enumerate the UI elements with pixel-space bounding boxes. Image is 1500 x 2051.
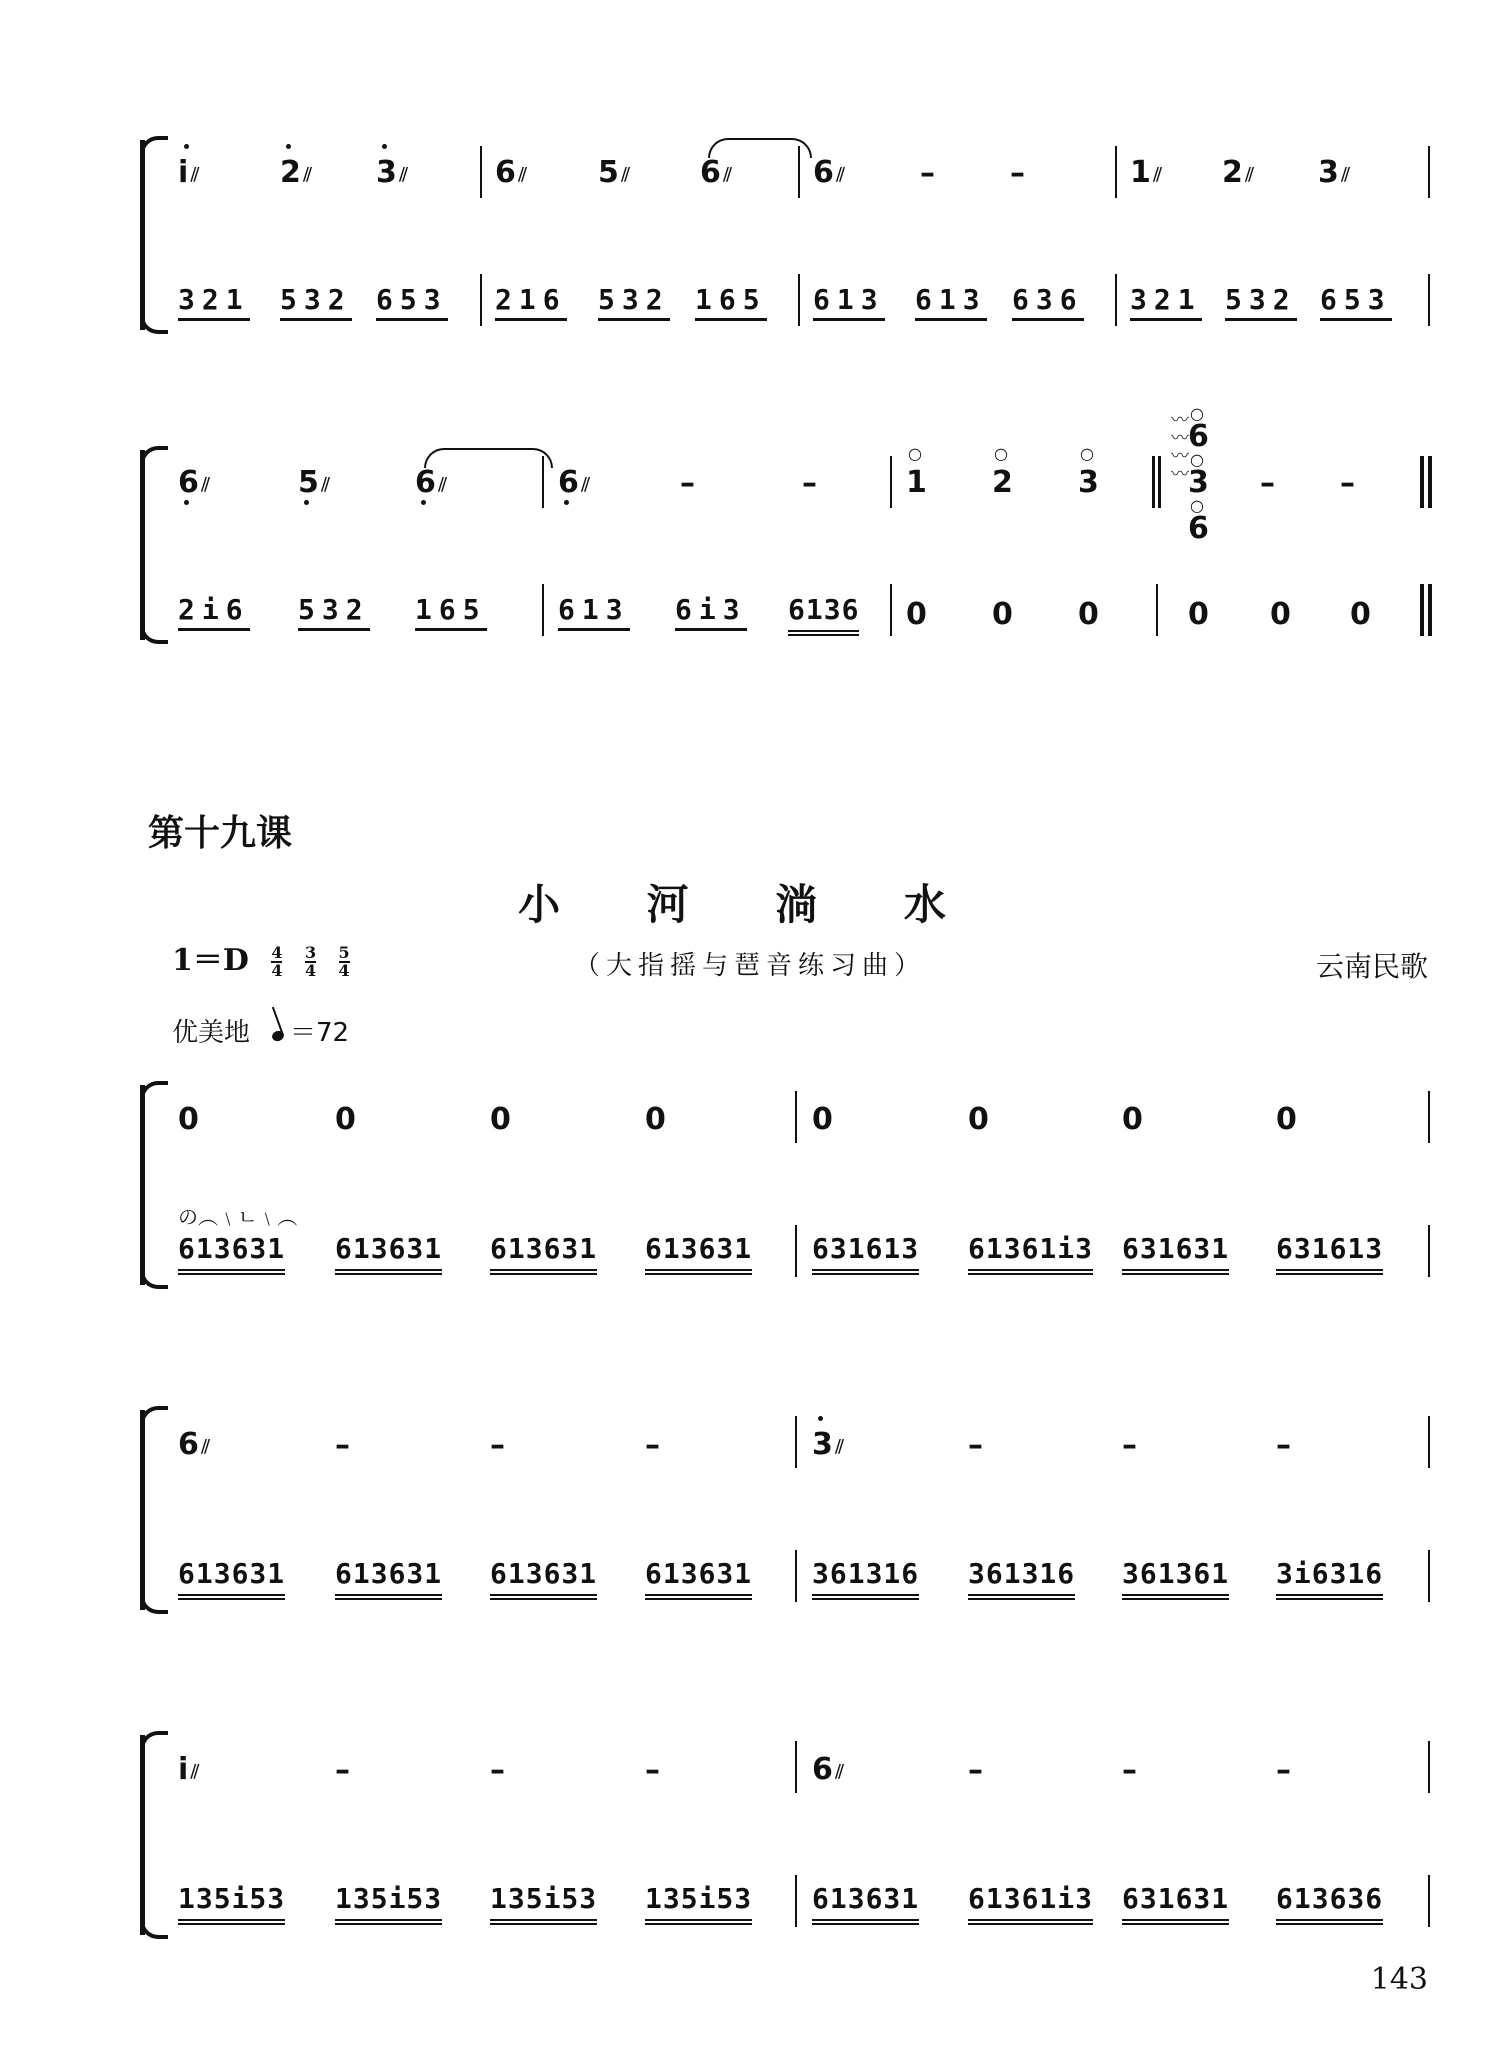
rest: 0: [490, 1102, 511, 1137]
dash: –: [490, 1753, 505, 1788]
quarter-note-icon: [271, 1029, 286, 1043]
barline: [1428, 456, 1432, 508]
barline: [1428, 1225, 1430, 1277]
note-group: 613631: [645, 1235, 752, 1275]
barline: [1428, 1416, 1430, 1468]
tie: [424, 448, 553, 468]
barline: [890, 456, 892, 508]
dash: –: [1010, 156, 1025, 191]
time-signature: $\frac{3}{4}$: [304, 943, 317, 980]
piece-title: 小 河 淌 水: [518, 880, 982, 929]
rest: 0: [968, 1102, 989, 1137]
note-group: 613631: [645, 1560, 752, 1600]
note: 6 //: [178, 1427, 208, 1462]
note-group: 653: [376, 286, 448, 321]
system-brace: [140, 1410, 166, 1610]
note: 2 //: [1222, 155, 1252, 190]
note-group: 61361i3: [968, 1235, 1093, 1275]
note-group: 361361: [1122, 1560, 1229, 1600]
barline: [1428, 584, 1432, 636]
page-number: 143: [1370, 1962, 1428, 1997]
dash: –: [645, 1428, 660, 1463]
harmonic-mark: ○: [994, 444, 1008, 463]
barline: [795, 1550, 797, 1602]
rest: 0: [1350, 597, 1371, 632]
note-group: 321: [1130, 286, 1202, 321]
time-signature: $\frac{4}{4}$: [271, 943, 283, 980]
subtitle: （大指摇与琶音练习曲）: [573, 951, 926, 981]
note-group: 361316: [968, 1560, 1075, 1600]
note-group: 532: [1225, 286, 1297, 321]
dash: –: [490, 1428, 505, 1463]
fingering-marks: の︵﹨ㄴ﹨︵: [178, 1205, 298, 1229]
dash: –: [920, 156, 935, 191]
note-group: 613631: [335, 1235, 442, 1275]
barline: [1428, 1741, 1430, 1793]
barline: [1428, 1091, 1430, 1143]
note: 2 //: [280, 155, 310, 190]
rest: 0: [992, 597, 1013, 632]
barline: [1428, 274, 1430, 326]
score-system-4: [140, 1410, 1430, 1610]
rest: 0: [645, 1102, 666, 1137]
system-brace: [140, 140, 166, 330]
dash: –: [645, 1753, 660, 1788]
rest: 0: [812, 1102, 833, 1137]
note-group: 613631: [490, 1235, 597, 1275]
harmonic-mark: ○: [1190, 450, 1204, 469]
barline: [1420, 456, 1424, 508]
barline: [795, 1875, 797, 1927]
composer: 云南民歌: [1315, 950, 1428, 983]
barline: [795, 1741, 797, 1793]
barline: [795, 1091, 797, 1143]
barline: [1428, 1875, 1430, 1927]
note-group: 613631: [178, 1560, 285, 1600]
note-group: 636: [1012, 286, 1084, 321]
barline: [798, 146, 800, 198]
barline: [1428, 1550, 1430, 1602]
note: 5 //: [298, 465, 328, 500]
score-system-3: [140, 1085, 1430, 1285]
note-group: 6136: [788, 596, 859, 636]
note: 6: [1188, 419, 1209, 454]
barline: [542, 584, 544, 636]
harmonic-mark: ○: [908, 444, 922, 463]
tie: [708, 138, 812, 158]
barline: [1158, 456, 1161, 508]
barline: [480, 146, 482, 198]
dash: –: [1340, 466, 1355, 501]
barline: [795, 1416, 797, 1468]
note-group: 653: [1320, 286, 1392, 321]
barline: [890, 584, 892, 636]
note-group: 135i53: [335, 1885, 442, 1925]
dash: –: [968, 1428, 983, 1463]
barline: [1156, 584, 1158, 636]
note-group: 613631: [812, 1885, 919, 1925]
note-group: 613: [558, 596, 630, 631]
time-signature: $\frac{5}{4}$: [338, 943, 350, 980]
dash: –: [968, 1753, 983, 1788]
note-group: 2i6: [178, 596, 250, 631]
note: 6 //: [700, 155, 730, 190]
system-brace: [140, 450, 166, 640]
note: 6 //: [415, 465, 445, 500]
note-group: 631631: [1122, 1235, 1229, 1275]
note: i //: [178, 155, 197, 190]
note: 6 //: [178, 465, 208, 500]
tempo-marking: 优美地 ＝72: [172, 1018, 350, 1048]
dash: –: [1276, 1753, 1291, 1788]
system-brace: [140, 1735, 166, 1935]
note-group: 613: [813, 286, 885, 321]
rest: 0: [1270, 597, 1291, 632]
key-signature: 1＝D $\frac{4}{4}$ $\frac{3}{4}$ $\frac{5}{4}$: [172, 943, 350, 980]
barline: [1115, 274, 1117, 326]
note: 3 //: [1318, 155, 1348, 190]
note: 2: [992, 465, 1013, 500]
barline: [1152, 456, 1155, 508]
note-group: 321: [178, 286, 250, 321]
score-system-5: [140, 1735, 1430, 1935]
note: 1: [906, 465, 927, 500]
note-group: 135i53: [645, 1885, 752, 1925]
arpeggio-mark: 〰〰〰〰: [1168, 410, 1189, 482]
note-group: 61361i3: [968, 1885, 1093, 1925]
dash: –: [335, 1753, 350, 1788]
note: 3: [1188, 465, 1209, 500]
rest: 0: [335, 1102, 356, 1137]
note-group: 532: [298, 596, 370, 631]
score-system-1: [140, 140, 1430, 330]
barline: [795, 1225, 797, 1277]
dash: –: [1122, 1753, 1137, 1788]
note-group: 613631: [178, 1235, 285, 1275]
note: 6 //: [495, 155, 525, 190]
dash: –: [802, 466, 817, 501]
harmonic-mark: ○: [1080, 444, 1094, 463]
note: 3: [1078, 465, 1099, 500]
note: 6 //: [813, 155, 843, 190]
barline: [542, 456, 544, 508]
barline: [1115, 146, 1117, 198]
note-group: 613636: [1276, 1885, 1383, 1925]
note-group: 613631: [490, 1560, 597, 1600]
barline: [1420, 584, 1424, 636]
note-group: 135i53: [178, 1885, 285, 1925]
note: 5 //: [598, 155, 628, 190]
dash: –: [1260, 466, 1275, 501]
note-group: 613: [915, 286, 987, 321]
note-group: 532: [280, 286, 352, 321]
dash: –: [1122, 1428, 1137, 1463]
lesson-heading: 第十九课: [148, 812, 293, 854]
barline: [1428, 146, 1430, 198]
rest: 0: [1078, 597, 1099, 632]
note-group: 165: [695, 286, 767, 321]
note-group: 165: [415, 596, 487, 631]
note: 1 //: [1130, 155, 1160, 190]
note-group: 3i6316: [1276, 1560, 1383, 1600]
note-group: 6i3: [675, 596, 747, 631]
note: i //: [178, 1752, 197, 1787]
note: 3 //: [376, 155, 406, 190]
note: 6 //: [558, 465, 588, 500]
note-group: 631613: [1276, 1235, 1383, 1275]
note: 6: [1188, 511, 1209, 546]
harmonic-mark: ○: [1190, 404, 1204, 423]
note: 6 //: [812, 1752, 842, 1787]
rest: 0: [1276, 1102, 1297, 1137]
barline: [798, 274, 800, 326]
barline: [480, 274, 482, 326]
system-brace: [140, 1085, 166, 1285]
note-group: 631613: [812, 1235, 919, 1275]
note-group: 361316: [812, 1560, 919, 1600]
note-group: 135i53: [490, 1885, 597, 1925]
rest: 0: [1122, 1102, 1143, 1137]
rest: 0: [906, 597, 927, 632]
note-group: 613631: [335, 1560, 442, 1600]
note-group: 532: [598, 286, 670, 321]
score-system-2: [140, 404, 1430, 640]
rest: 0: [178, 1102, 199, 1137]
dash: –: [680, 466, 695, 501]
note-group: 631631: [1122, 1885, 1229, 1925]
dash: –: [1276, 1428, 1291, 1463]
note: 3 //: [812, 1427, 842, 1462]
dash: –: [335, 1428, 350, 1463]
rest: 0: [1188, 597, 1209, 632]
note-group: 216: [495, 286, 567, 321]
harmonic-mark: ○: [1190, 496, 1204, 515]
